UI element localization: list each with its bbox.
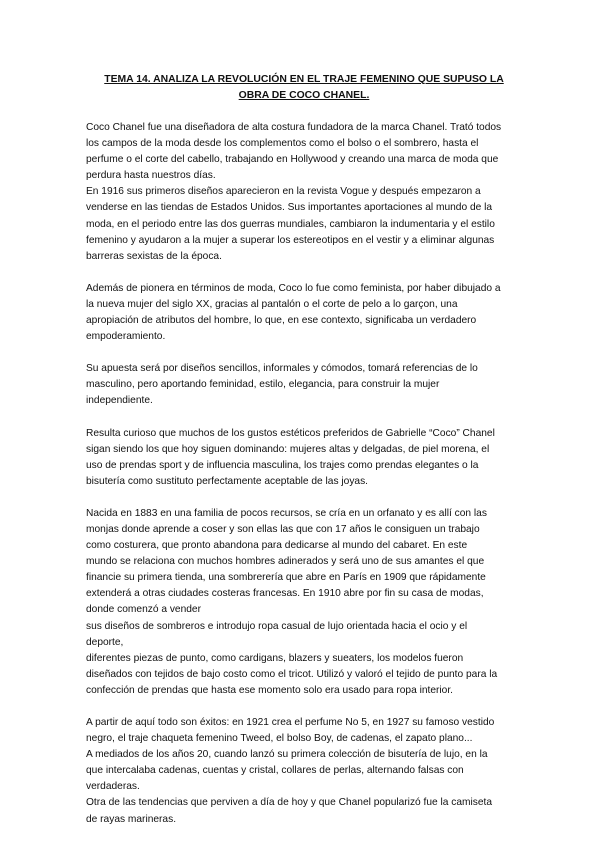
text-line: Su apuesta será por diseños sencillos, informales y cómodos, tomará referencias de lo xyxy=(86,363,478,375)
text-line: uso de prendas sport y de influencia masculina, los trajes como prendas elegantes o la xyxy=(86,459,479,471)
text-line: independiente. xyxy=(86,395,153,407)
text-line: deporte, xyxy=(86,636,124,648)
text-line: Otra de las tendencias que perviven a día de hoy y que Chanel popularizó fue la camiseta xyxy=(86,797,493,809)
text-line: perdura hasta nuestros días. xyxy=(86,170,216,182)
text-line: monjas donde aprende a coser y son ellas las que con 17 años le consiguen un trabajo xyxy=(86,523,480,535)
title-line: OBRA DE COCO CHANEL. xyxy=(238,90,370,101)
text-line: femenino y ayudaron a la mujer a superar los estereotipos en el vestir y a eliminar algunas xyxy=(86,234,495,246)
text-line: diseñados con tejidos de bajo costo como el tricot. Utilizó y valoró el tejido de punto para la xyxy=(86,668,498,680)
text-line: extenderá a otras ciudades costeras francesas. En 1910 abre por fin su casa de modas, xyxy=(86,588,484,600)
text-line: masculino, pero aportando feminidad, estilo, elegancia, para construir la mujer xyxy=(86,379,440,391)
text-line: que intercalaba cadenas, cuentas y cristal, collares de perlas, alternando falsas con xyxy=(86,765,464,777)
text-line: financie su primera tienda, una sombrerería que abre en París en 1909 que rápidamente xyxy=(86,572,486,584)
paragraph-feminism xyxy=(86,281,528,345)
text-line: venderse en las tiendas de Estados Unidos. Sus importantes aportaciones al mundo de la xyxy=(86,202,493,214)
text-line: la nueva mujer del siglo XX, gracias al pantalón o el corte de pelo a lo garçon, una xyxy=(86,298,458,310)
text-line: donde comenzó a vender xyxy=(86,604,201,616)
text-line: moda, en el periodo entre las dos guerras mundiales, cambiaron la indumentaria y el estilo xyxy=(86,218,495,230)
title-line: TEMA 14. ANALIZA LA REVOLUCIÓN EN EL TRAJE FEMENINO QUE SUPUSO LA xyxy=(104,74,504,85)
text-line: perfume o el corte del cabello, trabajando en Hollywood y creando una marca de moda que xyxy=(86,154,499,166)
paragraph-tastes xyxy=(86,426,528,490)
text-line: apropiación de atributos del hombre, lo que, en ese contexto, significaba un verdadero xyxy=(86,315,477,327)
text-line: Coco Chanel fue una diseñadora de alta costura fundadora de la marca Chanel. Trató todos xyxy=(86,122,502,133)
text-line: confección de prendas que hasta ese momento solo era usado para ropa interior. xyxy=(86,684,453,696)
text-line: Resulta curioso que muchos de los gustos estéticos preferidos de Gabrielle “Coco” Chanel xyxy=(86,427,495,439)
text-line: A partir de aquí todo son éxitos: en 1921 crea el perfume No 5, en 1927 su famoso vestido xyxy=(86,717,495,728)
text-line: de rayas marineras. xyxy=(86,813,177,825)
paragraph-intro xyxy=(86,120,528,265)
paragraph-designs xyxy=(86,361,528,409)
text-line: sigan siendo los que hoy siguen dominando: mujeres altas y delgadas, de piel morena, el xyxy=(86,443,490,455)
text-line: Nacida en 1883 en una familia de pocos recursos, se cría en un orfanato y es allí con las xyxy=(86,507,487,519)
document-title xyxy=(86,72,528,104)
text-line: barreras sexistas de la época. xyxy=(86,250,222,262)
text-line: bisutería como sustituto perfectamente aceptable de las joyas. xyxy=(86,475,369,487)
text-line: En 1916 sus primeros diseños aparecieron en la revista Vogue y después empezaron a xyxy=(86,186,481,198)
paragraph-biography xyxy=(86,506,528,699)
paragraph-successes xyxy=(86,715,528,828)
text-line: verdaderas. xyxy=(86,781,140,793)
text-line: diferentes piezas de punto, como cardigans, blazers y sueaters, los modelos fueron xyxy=(86,652,464,664)
text-line: Además de pionera en términos de moda, Coco lo fue como feminista, por haber dibujado a xyxy=(86,282,501,294)
text-line: sus diseños de sombreros e introdujo ropa casual de lujo orientada hacia el ocio y el xyxy=(86,620,468,632)
text-line: negro, el traje chaqueta femenino Tweed, el bolso Boy, de cadenas, el zapato plano... xyxy=(86,733,473,745)
text-line: los campos de la moda desde los complementos como el bolso o el sombrero, hasta el xyxy=(86,138,479,150)
text-line: mundo se relaciona con muchos hombres adinerados y será uno de sus amantes el que xyxy=(86,556,485,568)
text-line: A mediados de los años 20, cuando lanzó su primera colección de bisutería de lujo, en la xyxy=(86,749,488,761)
text-line: como costurera, que pronto abandona para dedicarse al mundo del cabaret. En este xyxy=(86,540,468,552)
text-line: empoderamiento. xyxy=(86,331,166,343)
